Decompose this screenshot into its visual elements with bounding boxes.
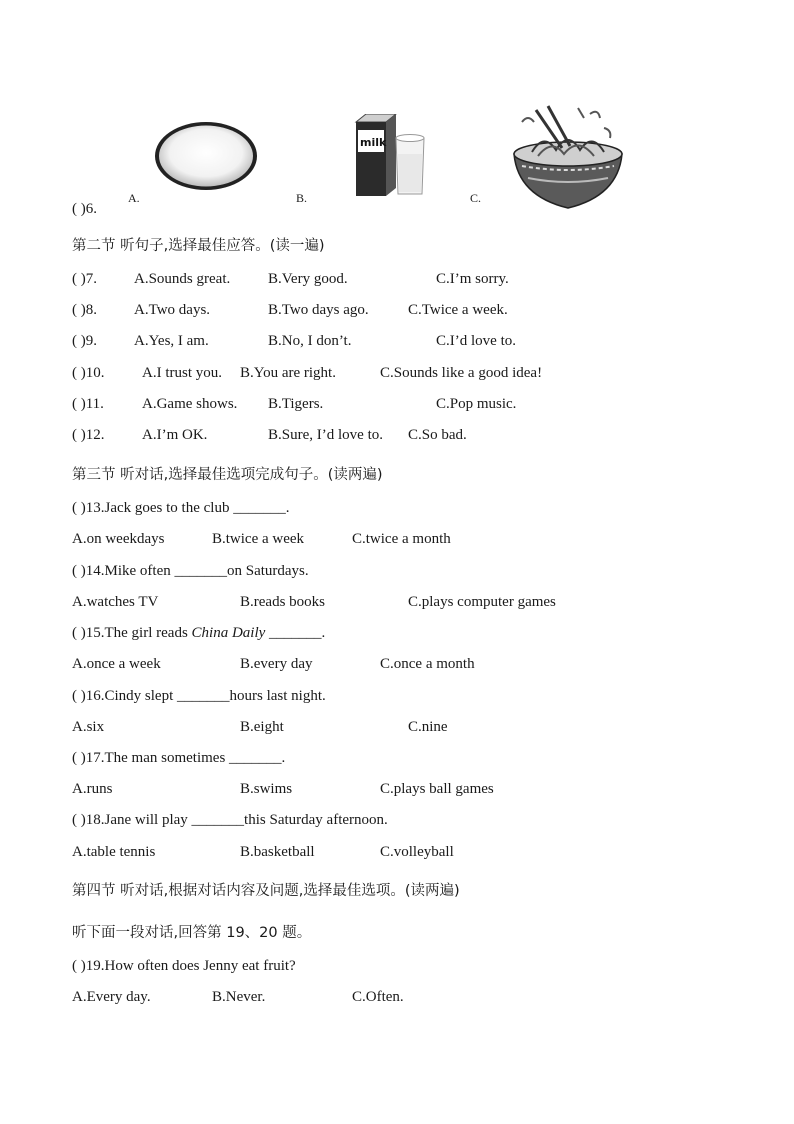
q18-option-a: A.table tennis [72, 844, 156, 860]
plate-picture [152, 120, 260, 197]
section4-subtitle: 听下面一段对话,回答第 19、20 题。 [72, 925, 312, 941]
q13-option-c: C.twice a month [352, 531, 451, 547]
q15-stem [72, 625, 325, 642]
q16-option-b: B.eight [240, 719, 284, 735]
q16-option-c: C.nine [408, 719, 448, 735]
q19-option-b: B.Never. [212, 989, 266, 1005]
q19-stem: ( )19.How often does Jenny eat fruit? [72, 958, 296, 974]
q15-option-a: A.once a week [72, 656, 161, 672]
q14-stem: ( )14.Mike often _______on Saturdays. [72, 563, 309, 579]
q10-option-c: C.Sounds like a good idea! [380, 365, 543, 381]
q8-option-b: B.Two days ago. [268, 302, 369, 318]
section3-title: 第三节 听对话,选择最佳选项完成句子。(读两遍) [72, 467, 383, 483]
q13-stem: ( )13.Jack goes to the club _______. [72, 500, 290, 516]
q10-option-b: B.You are right. [240, 365, 336, 381]
q8-number: ( )8. [72, 302, 97, 318]
q17-option-b: B.swims [240, 781, 293, 797]
q17-option-c: C.plays ball games [380, 781, 494, 797]
q16-stem: ( )16.Cindy slept _______hours last night. [72, 688, 326, 704]
q19-option-a: A.Every day. [72, 989, 151, 1005]
q16-option-a: A.six [72, 719, 105, 735]
q7-option-c: C.I’m sorry. [436, 271, 509, 287]
q17-stem: ( )17.The man sometimes _______. [72, 750, 286, 766]
q8-option-a: A.Two days. [134, 302, 211, 318]
q9-option-b: B.No, I don’t. [268, 333, 352, 349]
q7-option-b: B.Very good. [268, 271, 348, 287]
q8-option-c: C.Twice a week. [408, 302, 508, 318]
q14-option-b: B.reads books [240, 594, 325, 610]
q10-option-a: A.I trust you. [142, 365, 222, 381]
section4-title: 第四节 听对话,根据对话内容及问题,选择最佳选项。(读两遍) [72, 883, 460, 899]
q15-stem-end: _______. [265, 625, 326, 641]
q11-option-b: B.Tigers. [268, 396, 324, 412]
q11-option-a: A.Game shows. [142, 396, 238, 412]
q18-option-b: B.basketball [240, 844, 315, 860]
q6-option-a-label: A. [128, 191, 140, 205]
q19-option-c: C.Often. [352, 989, 404, 1005]
milk-picture [352, 114, 432, 201]
q9-option-c: C.I’d love to. [436, 333, 516, 349]
q15-option-c: C.once a month [380, 656, 475, 672]
section2-title: 第二节 听句子,选择最佳应答。(读一遍) [72, 238, 325, 254]
q18-option-c: C.volleyball [380, 844, 454, 860]
q15-stem-start: ( )15.The girl reads [72, 625, 192, 641]
noodles-picture [508, 104, 628, 217]
q15-stem-italic: China Daily [191, 625, 266, 641]
q12-number: ( )12. [72, 427, 105, 443]
q15-option-b: B.every day [240, 656, 313, 672]
q9-number: ( )9. [72, 333, 97, 349]
q10-number: ( )10. [72, 365, 105, 381]
q11-number: ( )11. [72, 396, 104, 412]
q11-option-c: C.Pop music. [436, 396, 517, 412]
q12-option-a: A.I’m OK. [142, 427, 208, 443]
q9-option-a: A.Yes, I am. [134, 333, 209, 349]
q13-option-b: B.twice a week [212, 531, 305, 547]
q13-option-a: A.on weekdays [72, 531, 165, 547]
q12-option-c: C.So bad. [408, 427, 467, 443]
q7-number: ( )7. [72, 271, 97, 287]
milk-carton-text: milk [360, 136, 387, 149]
q17-option-a: A.runs [72, 781, 113, 797]
q12-option-b: B.Sure, I’d love to. [268, 427, 383, 443]
q6-option-c-label: C. [470, 191, 482, 205]
q14-option-a: A.watches TV [72, 594, 159, 610]
q6-option-b-label: B. [296, 191, 308, 205]
q7-option-a: A.Sounds great. [134, 271, 231, 287]
q14-option-c: C.plays computer games [408, 594, 556, 610]
q6-number: ( )6. [72, 201, 97, 217]
q18-stem: ( )18.Jane will play _______this Saturday afternoon. [72, 812, 388, 828]
